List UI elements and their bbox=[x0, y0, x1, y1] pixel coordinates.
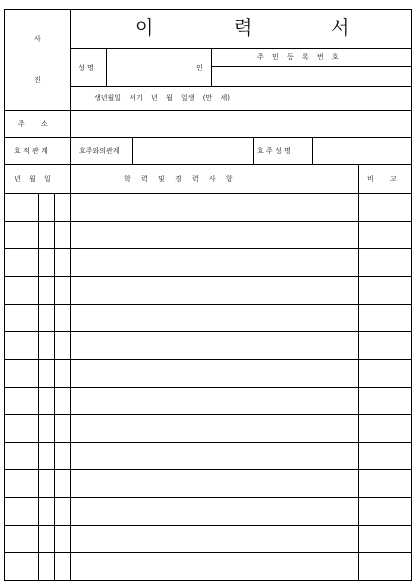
photo-column-divider bbox=[70, 9, 71, 581]
name-label: 성 명 bbox=[78, 64, 94, 72]
name-seal-divider bbox=[211, 48, 212, 87]
history-row-rule bbox=[4, 414, 412, 415]
title-bottom-rule bbox=[70, 48, 412, 49]
relation-divider bbox=[132, 137, 133, 165]
form-border-right bbox=[411, 9, 412, 581]
history-row-rule bbox=[4, 442, 412, 443]
relation-bottom-rule bbox=[4, 164, 412, 165]
title-char-1: 이 bbox=[135, 17, 154, 39]
title-char-3: 서 bbox=[331, 17, 350, 39]
head-name-divider bbox=[253, 137, 254, 165]
head-name-value-divider bbox=[312, 137, 313, 165]
history-row-rule bbox=[4, 387, 412, 388]
name-row-bottom-rule bbox=[70, 86, 412, 87]
title-char-2: 력 bbox=[234, 17, 253, 39]
history-row-rule bbox=[4, 525, 412, 526]
address-bottom-rule bbox=[4, 137, 412, 138]
history-row-rule bbox=[4, 469, 412, 470]
resident-number-mid-rule bbox=[211, 66, 412, 67]
form-border-top bbox=[4, 9, 412, 10]
resident-number-label: 주 민 등 록 번 호 bbox=[257, 53, 339, 61]
date-header: 년 월 일 bbox=[14, 175, 51, 183]
head-name-label: 호 주 성 명 bbox=[257, 147, 291, 155]
relation-label: 호 적 관 계 bbox=[14, 147, 48, 155]
form-border-bottom bbox=[4, 580, 412, 581]
address-label: 주 소 bbox=[18, 120, 48, 128]
photo-bottom-rule bbox=[4, 110, 412, 111]
remarks-header: 비 고 bbox=[367, 175, 397, 183]
seal-label: 인 bbox=[196, 64, 203, 72]
history-row-rule bbox=[4, 304, 412, 305]
history-row-rule bbox=[4, 552, 412, 553]
remarks-divider bbox=[358, 164, 359, 581]
head-relation-label: 호주와의관계 bbox=[79, 147, 120, 155]
history-header-bottom-rule bbox=[4, 193, 412, 194]
history-row-rule bbox=[4, 331, 412, 332]
history-header: 학 력 및 경 력 사 항 bbox=[124, 175, 233, 183]
history-row-rule bbox=[4, 359, 412, 360]
name-cell-divider bbox=[106, 48, 107, 87]
photo-label-bottom: 진 bbox=[34, 76, 41, 84]
history-row-rule bbox=[4, 497, 412, 498]
photo-label-top: 사 bbox=[34, 35, 41, 43]
history-row-rule bbox=[4, 248, 412, 249]
history-row-rule bbox=[4, 221, 412, 222]
history-row-rule bbox=[4, 276, 412, 277]
form-border-left bbox=[4, 9, 5, 581]
birth-label: 생년월일 서기 년 월 일생 (만 세) bbox=[94, 94, 230, 102]
